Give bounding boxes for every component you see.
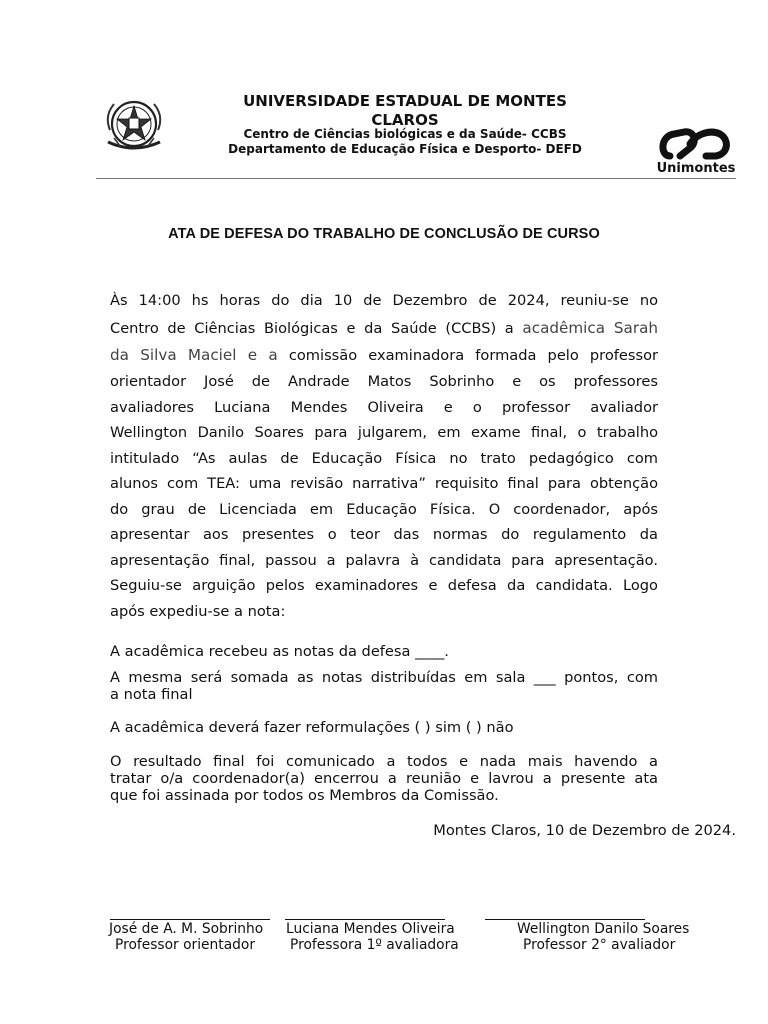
svg-text:Unimontes: Unimontes — [656, 161, 736, 176]
signature-line-advisor — [110, 919, 270, 920]
body-line-7: intitulado “As aulas de Educação Física no trato pedagógico com — [110, 450, 658, 467]
body-line-8: alunos com TEA: uma revisão narrativa” requisito final para obtenção — [110, 475, 658, 492]
closing-line-1: O resultado final foi comunicado a todos e nada mais havendo a — [110, 753, 658, 770]
body-line-9: do grau de Licenciada em Educação Física. O coordenador, após — [110, 501, 658, 518]
document-title: ATA DE DEFESA DO TRABALHO DE CONCLUSÃO DE CURSO — [168, 226, 600, 242]
department-name: Departamento de Educação Física e Desporto- DEFD — [228, 142, 582, 156]
grade-received-line: A acadêmica recebeu as notas da defesa ____. — [110, 643, 449, 660]
body-line-6: Wellington Danilo Soares para julgarem, em exame final, o trabalho — [110, 424, 658, 441]
body-line-11: apresentação final, passou a palavra à candidata para apresentação. — [110, 552, 658, 569]
header-divider — [96, 178, 736, 179]
place-and-date: Montes Claros, 10 de Dezembro de 2024. — [433, 822, 736, 839]
unimontes-logo — [650, 126, 742, 178]
body-line-4: orientador José de Andrade Matos Sobrinho e os professores — [110, 373, 658, 390]
signature-role-advisor: Professor orientador — [115, 937, 256, 953]
body-line-1: Às 14:00 hs horas do dia 10 de Dezembro de 2024, reuniu-se no — [110, 292, 658, 309]
signature-line-evaluator-1 — [285, 919, 445, 920]
body-line-2: Centro de Ciências Biológicas e da Saúde (CCBS) a acadêmica Sarah — [110, 319, 659, 337]
signature-name-advisor: José de A. M. Sobrinho — [109, 921, 264, 937]
body-line-3: da Silva Maciel e a comissão examinadora formada pelo professor — [110, 346, 659, 364]
signature-name-evaluator-2: Wellington Danilo Soares — [517, 921, 690, 937]
university-name-line1: UNIVERSIDADE ESTADUAL DE MONTES — [243, 92, 567, 110]
body-line-5: avaliadores Luciana Mendes Oliveira e o professor avaliador — [110, 399, 658, 416]
grade-sum-line-2: a nota final — [110, 686, 193, 703]
state-coat-of-arms-logo — [100, 94, 168, 156]
grade-sum-paragraph — [110, 669, 658, 703]
closing-line-3: que foi assinada por todos os Membros da Comissão. — [110, 787, 499, 804]
signature-role-evaluator-2: Professor 2° avaliador — [523, 937, 676, 953]
closing-line-2: tratar o/a coordenador(a) encerrou a reunião e lavrou a presente ata — [110, 770, 658, 787]
grade-sum-line-1: A mesma será somada as notas distribuídas em sala ___ pontos, com — [110, 669, 658, 686]
body-line-12: Seguiu-se arguição pelos examinadores e defesa da candidata. Logo — [110, 577, 658, 594]
center-name: Centro de Ciências biológicas e da Saúde- CCBS — [243, 127, 567, 141]
closing-paragraph — [110, 753, 658, 804]
reformulation-line: A acadêmica deverá fazer reformulações ( ) sim ( ) não — [110, 719, 514, 736]
signature-name-evaluator-1: Luciana Mendes Oliveira — [286, 921, 455, 937]
signature-role-evaluator-1: Professora 1º avaliadora — [290, 937, 459, 953]
signature-line-evaluator-2 — [485, 919, 645, 920]
body-line-10: apresentar aos presentes o teor das normas do regulamento da — [110, 526, 658, 543]
body-line-13: após expediu-se a nota: — [110, 603, 286, 620]
university-name-line2: CLAROS — [371, 111, 439, 129]
